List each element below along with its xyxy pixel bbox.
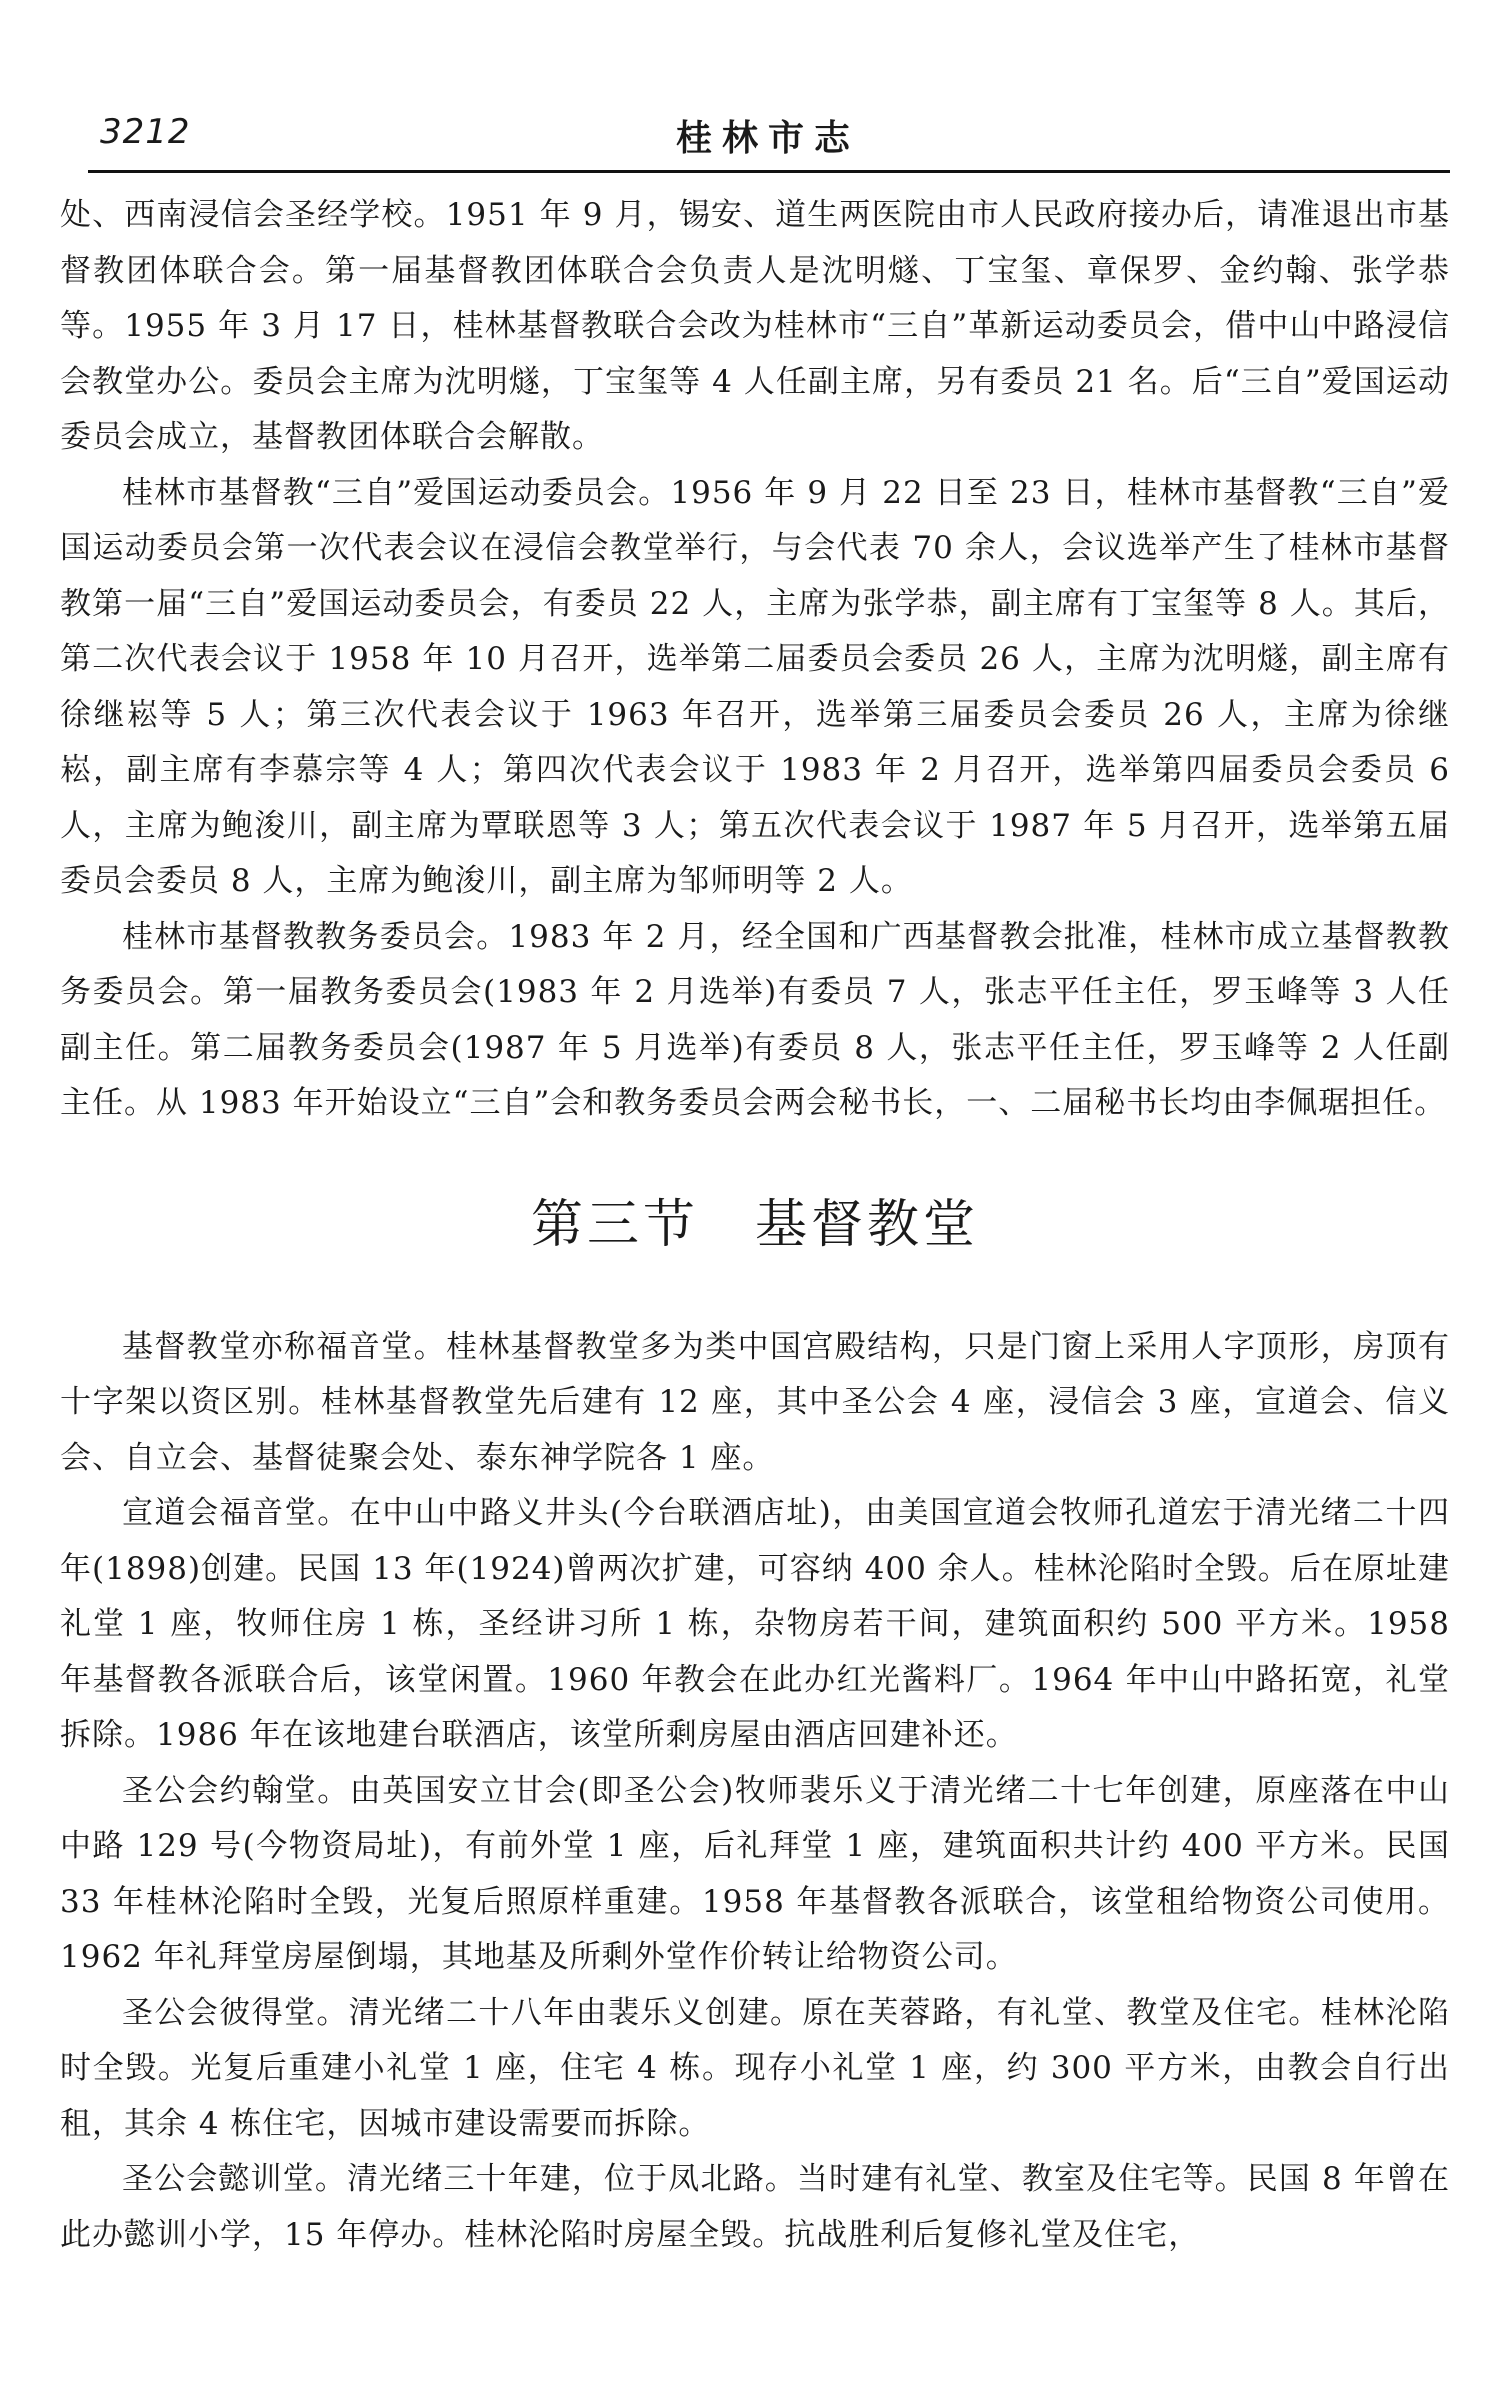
page-number: 3212 — [100, 112, 191, 152]
page-header — [88, 108, 1448, 172]
paragraph: 圣公会懿训堂。清光绪三十年建，位于凤北路。当时建有礼堂、教室及住宅等。民国 8 年曾在此办懿训小学，15 年停办。桂林沦陷时房屋全毁。抗战胜利后复修礼堂及住宅， — [60, 2161, 1450, 2253]
paragraph: 处、西南浸信会圣经学校。1951 年 9 月，锡安、道生两医院由市人民政府接办后，请准退出市基督教团体联合会。第一届基督教团体联合会负责人是沈明燧、丁宝玺、章保罗、金约翰、张学恭等。1955 年 3 月 17 日，桂林基督教联合会改为桂林市“三自”革新运动委员会，借中山中路浸信会教堂办公。委员会主席为沈明燧，丁宝玺等 4 人任副主席，另有委员 21 名。后“三自”爱国运动委员会成立，基督教团体联合会解散。 — [60, 197, 1450, 455]
section-title: 基督教堂 — [755, 1194, 980, 1255]
header-rule — [88, 170, 1450, 173]
running-title: 桂林市志 — [675, 118, 860, 159]
section-heading — [60, 1192, 1450, 1258]
section-number: 第三节 — [530, 1194, 699, 1255]
paragraph: 圣公会彼得堂。清光绪二十八年由裴乐义创建。原在芙蓉路，有礼堂、教堂及住宅。桂林沦陷时全毁。光复后重建小礼堂 1 座，住宅 4 栋。现存小礼堂 1 座，约 300 平方米，由教会自行出租，其余 4 栋住宅，因城市建设需要而拆除。 — [60, 1994, 1450, 2142]
body-text — [60, 188, 1450, 2263]
paragraph: 宣道会福音堂。在中山中路义井头(今台联酒店址)，由美国宣道会牧师孔道宏于清光绪二十四年(1898)创建。民国 13 年(1924)曾两次扩建，可容纳 400 余人。桂林沦陷时全毁。后在原址建礼堂 1 座，牧师住房 1 栋，圣经讲习所 1 栋，杂物房若干间，建筑面积约 500 平方米。1958 年基督教各派联合后，该堂闲置。1960 年教会在此办红光酱料厂。1964 年中山中路拓宽，礼堂拆除。1986 年在该地建台联酒店，该堂所剩房屋由酒店回建补还。 — [60, 1495, 1450, 1753]
paragraph: 圣公会约翰堂。由英国安立甘会(即圣公会)牧师裴乐义于清光绪二十七年创建，原座落在中山中路 129 号(今物资局址)，有前外堂 1 座，后礼拜堂 1 座，建筑面积共计约 400 平方米。民国 33 年桂林沦陷时全毁，光复后照原样重建。1958 年基督教各派联合，该堂租给物资公司使用。1962 年礼拜堂房屋倒塌，其地基及所剩外堂作价转让给物资公司。 — [60, 1772, 1450, 1975]
paragraph: 基督教堂亦称福音堂。桂林基督教堂多为类中国宫殿结构，只是门窗上采用人字顶形，房顶有十字架以资区别。桂林基督教堂先后建有 12 座，其中圣公会 4 座，浸信会 3 座，宣道会、信义会、自立会、基督徒聚会处、泰东神学院各 1 座。 — [60, 1328, 1450, 1476]
paragraph: 桂林市基督教“三自”爱国运动委员会。1956 年 9 月 22 日至 23 日，桂林市基督教“三自”爱国运动委员会第一次代表会议在浸信会教堂举行，与会代表 70 余人，会议选举产生了桂林市基督教第一届“三自”爱国运动委员会，有委员 22 人，主席为张学恭，副主席有丁宝玺等 8 人。其后，第二次代表会议于 1958 年 10 月召开，选举第二届委员会委员 26 人，主席为沈明燧，副主席有徐继崧等 5 人；第三次代表会议于 1963 年召开，选举第三届委员会委员 26 人，主席为徐继崧，副主席有李慕宗等 4 人；第四次代表会议于 1983 年 2 月召开，选举第四届委员会委员 6 人，主席为鲍浚川，副主席为覃联恩等 3 人；第五次代表会议于 1987 年 5 月召开，选举第五届委员会委员 8 人，主席为鲍浚川，副主席为邹师明等 2 人。 — [60, 474, 1450, 899]
paragraph: 桂林市基督教教务委员会。1983 年 2 月，经全国和广西基督教会批准，桂林市成立基督教教务委员会。第一届教务委员会(1983 年 2 月选举)有委员 7 人，张志平任主任，罗玉峰等 3 人任副主任。第二届教务委员会(1987 年 5 月选举)有委员 8 人，张志平任主任，罗玉峰等 2 人任副主任。从 1983 年开始设立“三自”会和教务委员会两会秘书长，一、二届秘书长均由李佩琚担任。 — [60, 918, 1450, 1121]
